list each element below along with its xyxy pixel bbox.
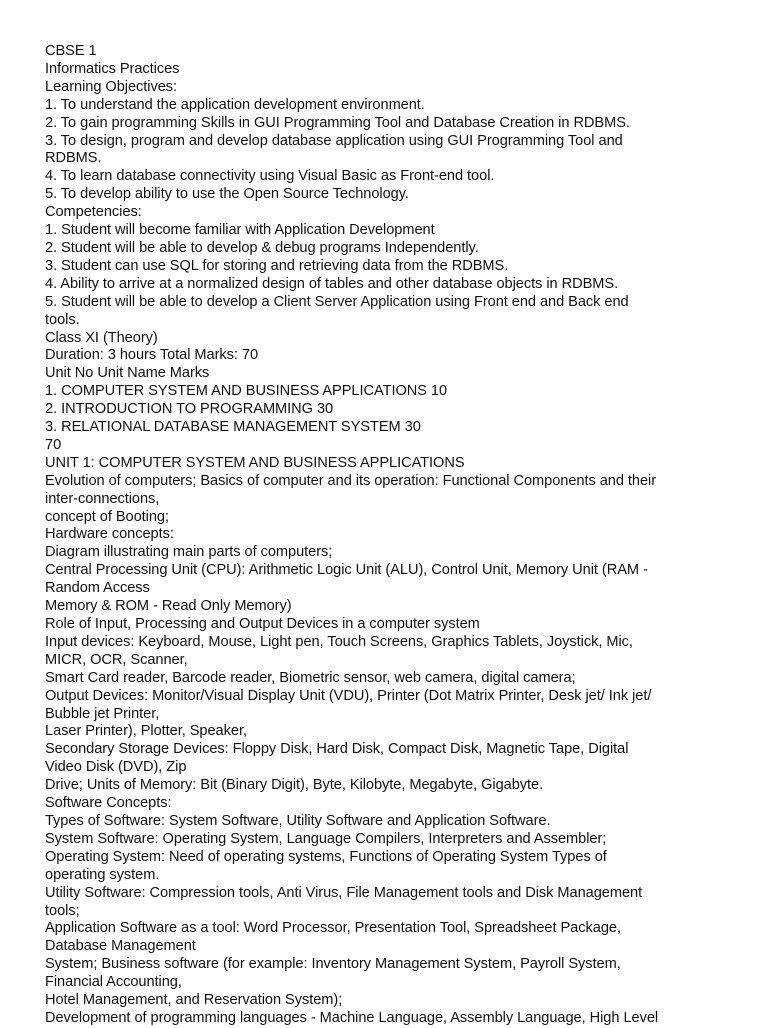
text-line: 5. Student will be able to develop a Client Server Application using Front end and Back end: [45, 293, 629, 310]
section-heading: Class XI (Theory): [45, 329, 158, 346]
text-line: 1. To understand the application development environment.: [45, 96, 425, 113]
text-line: 1. Student will become familiar with Application Development: [45, 222, 435, 239]
text-line: Utility Software: Compression tools, Anti Virus, File Management tools and Disk Management: [45, 884, 643, 901]
text-line: Operating System: Need of operating systems, Functions of Operating System Types of: [45, 848, 607, 865]
text-line: System; Business software (for example: Inventory Management System, Payroll System,: [45, 956, 621, 973]
text-line: Memory & ROM - Read Only Memory): [45, 598, 292, 615]
text-line: 5. To develop ability to use the Open Source Technology.: [45, 186, 409, 203]
text-line: Smart Card reader, Barcode reader, Biometric sensor, web camera, digital camera;: [45, 669, 576, 686]
text-line: Bubble jet Printer,: [45, 705, 160, 722]
text-line: inter-connections,: [45, 490, 160, 507]
text-line: RDBMS.: [45, 150, 102, 167]
text-line: tools.: [45, 311, 80, 328]
text-line: Role of Input, Processing and Output Devices in a computer system: [45, 616, 480, 632]
text-line: Duration: 3 hours Total Marks: 70: [45, 347, 259, 364]
text-line: Financial Accounting,: [45, 974, 182, 991]
section-heading: UNIT 1: COMPUTER SYSTEM AND BUSINESS APPLICATIONS: [45, 454, 465, 471]
section-heading: Hardware concepts:: [45, 526, 174, 543]
text-line: Hotel Management, and Reservation System);: [45, 992, 343, 1009]
text-line: 2. Student will be able to develop & debug programs Independently.: [45, 239, 479, 256]
table-header: Unit No Unit Name Marks: [45, 365, 210, 382]
text-line: Secondary Storage Devices: Floppy Disk, Hard Disk, Compact Disk, Magnetic Tape, Digital: [45, 741, 629, 758]
text-line: Types of Software: System Software, Utility Software and Application Software.: [45, 812, 551, 829]
text-line: Diagram illustrating main parts of computers;: [45, 544, 333, 561]
doc-subject: Informatics Practices: [45, 60, 180, 77]
table-total: 70: [45, 436, 62, 453]
text-line: Drive; Units of Memory: Bit (Binary Digit), Byte, Kilobyte, Megabyte, Gigabyte.: [45, 777, 544, 794]
section-heading: Competencies:: [45, 204, 142, 221]
text-line: Development of programming languages - Machine Language, Assembly Language, High Level: [45, 1009, 659, 1026]
text-line: 4. To learn database connectivity using Visual Basic as Front-end tool.: [45, 168, 495, 185]
text-line: System Software: Operating System, Language Compilers, Interpreters and Assembler;: [45, 830, 607, 847]
text-line: 3. To design, program and develop database application using GUI Programming Tool and: [45, 132, 623, 149]
text-line: Output Devices: Monitor/Visual Display Unit (VDU), Printer (Dot Matrix Printer, Desk jet/ Ink jet/: [45, 687, 652, 704]
document-page: [45, 43, 725, 1028]
text-line: Random Access: [45, 580, 150, 597]
text-line: MICR, OCR, Scanner,: [45, 651, 188, 668]
text-line: Input devices: Keyboard, Mouse, Light pen, Touch Screens, Graphics Tablets, Joystick, Mic,: [45, 633, 633, 650]
text-line: tools;: [45, 902, 80, 919]
table-row: 3. RELATIONAL DATABASE MANAGEMENT SYSTEM 30: [45, 419, 421, 436]
text-line: Laser Printer), Plotter, Speaker,: [45, 723, 247, 740]
text-line: concept of Booting;: [45, 508, 169, 525]
text-line: operating system.: [45, 866, 160, 883]
text-line: Database Management: [45, 938, 196, 955]
text-line: Video Disk (DVD), Zip: [45, 759, 187, 776]
text-line: 4. Ability to arrive at a normalized design of tables and other database objects in RDBMS.: [45, 275, 619, 292]
doc-title: CBSE 1: [45, 43, 97, 59]
text-line: Evolution of computers; Basics of computer and its operation: Functional Components and their: [45, 472, 657, 489]
text-line: Application Software as a tool: Word Processor, Presentation Tool, Spreadsheet Package,: [45, 920, 621, 937]
table-row: 1. COMPUTER SYSTEM AND BUSINESS APPLICATIONS 10: [45, 383, 448, 400]
text-line: 3. Student can use SQL for storing and retrieving data from the RDBMS.: [45, 257, 509, 274]
section-heading: Software Concepts:: [45, 795, 172, 812]
text-line: 2. To gain programming Skills in GUI Programming Tool and Database Creation in RDBMS.: [45, 114, 630, 131]
text-line: Central Processing Unit (CPU): Arithmetic Logic Unit (ALU), Control Unit, Memory Unit (RAM -: [45, 562, 648, 579]
table-row: 2. INTRODUCTION TO PROGRAMMING 30: [45, 401, 334, 418]
section-heading: Learning Objectives:: [45, 78, 178, 95]
